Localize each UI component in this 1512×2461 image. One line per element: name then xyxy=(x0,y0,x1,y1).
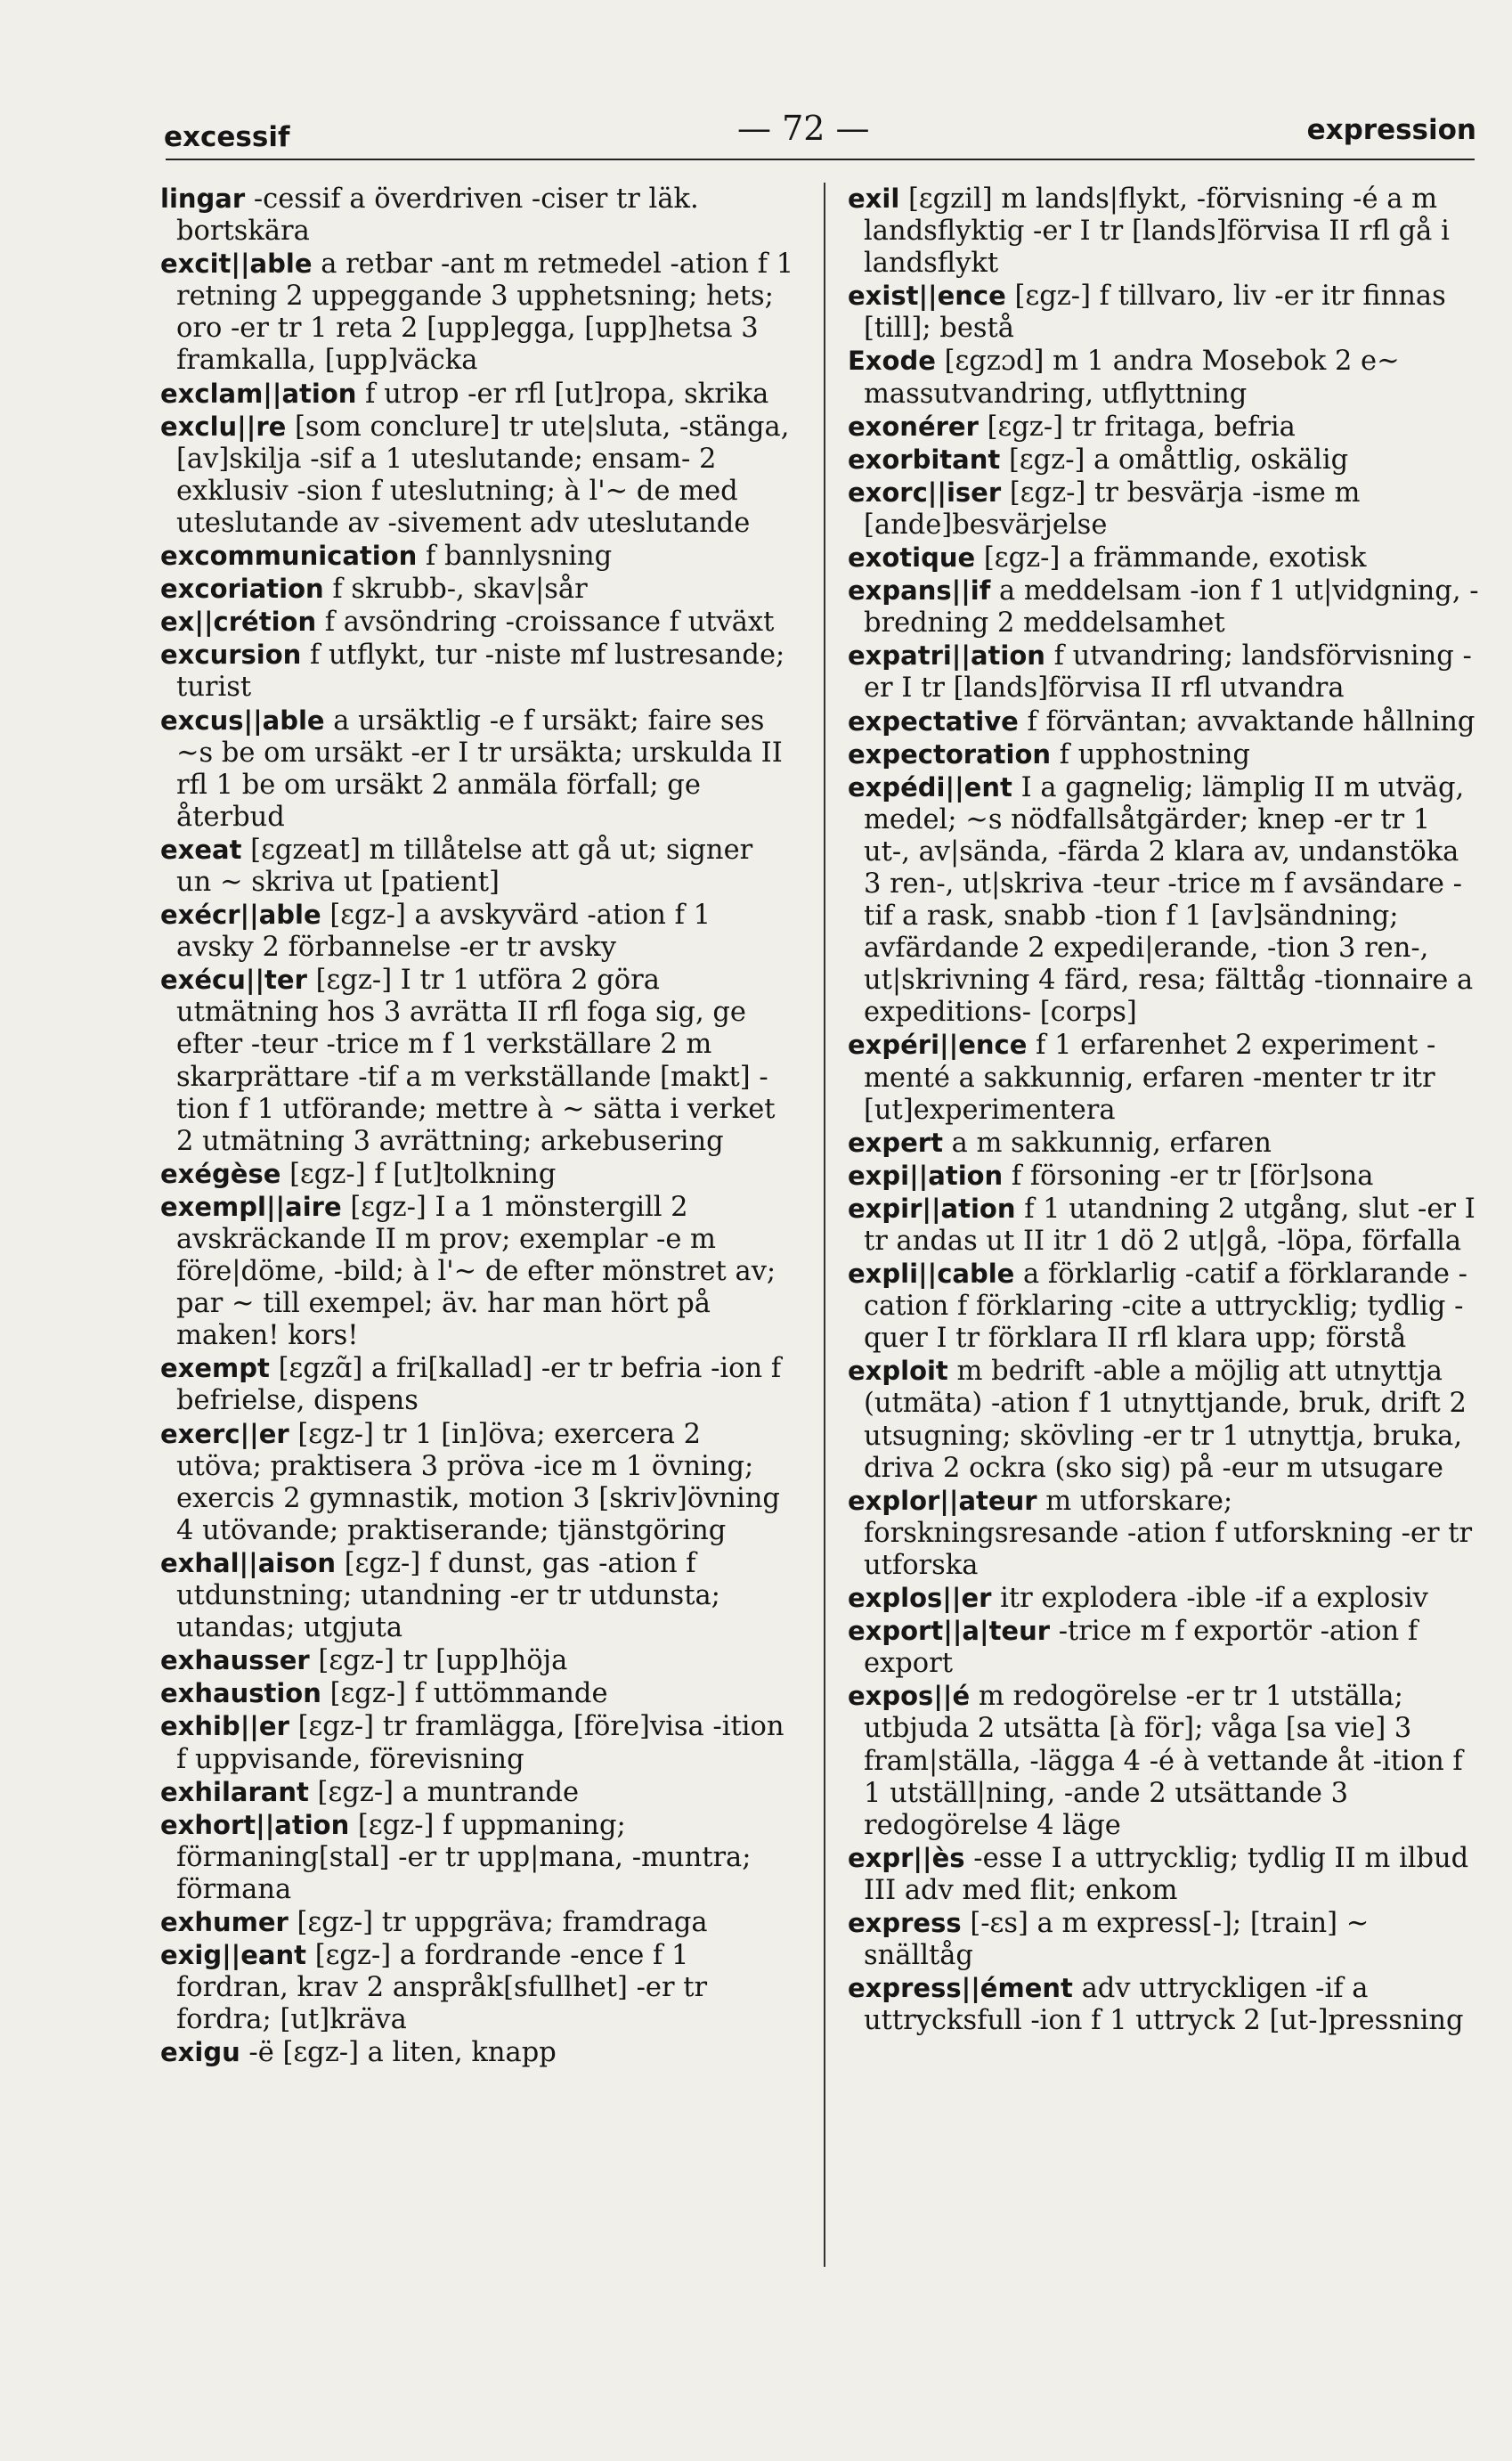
dictionary-entry: exhal||aison [ɛgz-] f dunst, gas -ation f utdunstning; utandning -er tr utdunsta; utandas; utgjuta xyxy=(160,1547,720,1644)
dictionary-entry: expr||ès -esse I a uttrycklig; tydlig II m ilbud III adv med flit; enkom xyxy=(848,1842,1469,1906)
dictionary-entry: exclu||re [som conclure] tr ute|sluta, -stänga, [av]skilja -sif a 1 uteslutande; ensam- 2 exklusiv -sion f uteslutning; à l'~ de med uteslutande av -sivement adv uteslutande xyxy=(160,411,790,539)
dictionary-entry: exempl||aire [ɛgz-] I a 1 mönstergill 2 avskräckande II m prov; exemplar -e m före|döme, -bild; à l'~ de efter mönstret av; par ~ till exempel; äv. har man hört på maken! kors! xyxy=(160,1191,776,1352)
dictionary-entry: exotique [ɛgz-] a främmande, exotisk xyxy=(848,542,1367,575)
dictionary-entry: exhib||er [ɛgz-] tr framlägga, [före]visa -ition f uppvisande, förevisning xyxy=(160,1711,784,1775)
header-rule xyxy=(166,159,1475,160)
dictionary-entry: excit||able a retbar -ant m retmedel -ation f 1 retning 2 uppeggande 3 upphetsning; hets; oro -er tr 1 reta 2 [upp]egga, [upp]hetsa 3 framkalla, [upp]väcka xyxy=(160,249,794,377)
dictionary-entry: exorbitant [ɛgz-] a omåttlig, oskälig xyxy=(848,444,1349,476)
dictionary-entry: exempt [ɛgzɑ̃] a fri[kallad] -er tr befria -ion f befrielse, dispens xyxy=(160,1353,782,1417)
dictionary-entry: expectoration f upphostning xyxy=(848,738,1250,770)
page-number: — 72 — xyxy=(737,109,870,148)
dictionary-entry: export||a|teur -trice m f exportör -ation f export xyxy=(848,1616,1419,1680)
dictionary-entry: expi||ation f försoning -er tr [för]sona xyxy=(848,1160,1374,1192)
dictionary-entry: exhumer [ɛgz-] tr uppgräva; framdraga xyxy=(160,1906,708,1938)
dictionary-entry: exécr||able [ɛgz-] a avskyvärd -ation f 1 avsky 2 förbannelse -er tr avsky xyxy=(160,900,711,964)
dictionary-entry: exorc||iser [ɛgz-] tr besvärja -isme m [ande]besvärjelse xyxy=(848,477,1361,541)
dictionary-entry: exonérer [ɛgz-] tr fritaga, befria xyxy=(848,411,1296,443)
dictionary-entry: expédi||ent I a gagnelig; lämplig II m utväg, medel; ~s nödfallsåtgärder; knep -er tr 1 ut-, av|sända, -färda 2 klara av, undanstöka 3 ren-, ut|skriva -teur -trice m f avsändare -tif a rask, snabb -tion f 1 [av]sändning; avfärdande 2 expedi|erande, -tion 3 ren-, ut|skrivning 4 färd, resa; fälttåg -tionnaire a expeditions- [corps] xyxy=(848,771,1474,1029)
dictionary-entry: excommunication f bannlysning xyxy=(160,541,613,573)
dictionary-entry: exig||eant [ɛgz-] a fordrande -ence f 1 fordran, krav 2 anspråk[sfullhet] -er tr fordra; [ut]kräva xyxy=(160,1940,708,2036)
dictionary-entry: expos||é m redogörelse -er tr 1 utställa; utbjuda 2 utsätta [à för]; våga [sa vie] 3 fram|ställa, -lägga 4 -é à vettande åt -ition f 1 utställ|ning, -ande 2 utsättande 3 redogörelse 4 läge xyxy=(848,1681,1463,1841)
dictionary-entry: expans||if a meddelsam -ion f 1 ut|vidgning, -bredning 2 meddelsamhet xyxy=(848,575,1479,640)
dictionary-entry: exclam||ation f utrop -er rfl [ut]ropa, skrika xyxy=(160,378,769,410)
header-last-word: expression xyxy=(1306,114,1476,146)
dictionary-entry: expert a m sakkunnig, erfaren xyxy=(848,1127,1272,1159)
dictionary-entry: exeat [ɛgzeat] m tillåtelse att gå ut; signer un ~ skriva ut [patient] xyxy=(160,834,753,898)
running-head xyxy=(159,109,1476,153)
dictionary-entry: exist||ence [ɛgz-] f tillvaro, liv -er itr finnas [till]; bestå xyxy=(848,281,1446,345)
dictionary-entry: Exode [ɛgzɔd] m 1 andra Mosebok 2 e~ massutvandring, utflyttning xyxy=(848,346,1400,410)
dictionary-entry: exhausser [ɛgz-] tr [upp]höja xyxy=(160,1645,568,1677)
dictionary-entry: exhilarant [ɛgz-] a muntrande xyxy=(160,1776,580,1808)
dictionary-entry: expatri||ation f utvandring; landsförvisning -er I tr [lands]förvisa II rfl utvandra xyxy=(848,640,1472,705)
dictionary-entry: express||ément adv uttryckligen -if a uttrycksfull -ion f 1 uttryck 2 [ut-]pressning xyxy=(848,1973,1464,2037)
dictionary-entry: excoriation f skrubb-, skav|sår xyxy=(160,574,588,606)
dictionary-entry: expir||ation f 1 utandning 2 utgång, slut -er I tr andas ut II itr 1 dö 2 ut|gå, -löpa, förfalla xyxy=(848,1193,1475,1257)
dictionary-entry: excus||able a ursäktlig -e f ursäkt; faire ses ~s be om ursäkt -er I tr ursäkta; urskulda II rfl 1 be om ursäkt 2 anmäla förfall; ge återbud xyxy=(160,705,783,833)
dictionary-entry: exil [ɛgzil] m lands|flykt, -förvisning -é a m landsflyktig -er I tr [lands]förvisa II rfl gå i landsflykt xyxy=(848,183,1450,280)
dictionary-entry: expectative f förväntan; avvaktande hållning xyxy=(848,705,1475,737)
dictionary-entry: exerc||er [ɛgz-] tr 1 [in]öva; exercera 2 utöva; praktisera 3 pröva -ice m 1 övning; exercis 2 gymnastik, motion 3 [skriv]övning 4 utövande; praktiserande; tjänstgöring xyxy=(160,1418,780,1546)
dictionary-entry: excursion f utflykt, tur -niste mf lustresande; turist xyxy=(160,640,785,704)
dictionary-entry: exécu||ter [ɛgz-] I tr 1 utföra 2 göra utmätning hos 3 avrätta II rfl foga sig, ge efter -teur -trice m f 1 verkställare 2 m skarprättare -tif a m verkställande [makt] -tion f 1 utförande; mettre à ~ sätta i verket 2 utmätning 3 avrättning; arkebusering xyxy=(160,965,776,1157)
dictionary-entry: exigu -ë [ɛgz-] a liten, knapp xyxy=(160,2037,557,2069)
header-first-word: excessif xyxy=(164,121,290,153)
dictionary-entry: ex||crétion f avsöndring -croissance f utväxt xyxy=(160,607,775,639)
dictionary-entry: express [-ɛs] a m express[-]; [train] ~ snälltåg xyxy=(848,1907,1370,1972)
right-column xyxy=(848,183,1482,2037)
dictionary-entry: exégèse [ɛgz-] f [ut]tolkning xyxy=(160,1158,557,1190)
dictionary-entry: lingar -cessif a överdriven -ciser tr läk. bortskära xyxy=(160,183,699,248)
dictionary-entry: exploit m bedrift -able a möjlig att utnyttja (utmäta) -ation f 1 utnyttjande, bruk, drift 2 utsugning; skövling -er tr 1 utnyttja, bruka, driva 2 ockra (sko sig) på -eur m utsugare xyxy=(848,1356,1467,1484)
dictionary-entry: exhaustion [ɛgz-] f uttömmande xyxy=(160,1678,608,1710)
column-divider xyxy=(824,183,825,2267)
dictionary-entry: expéri||ence f 1 erfarenhet 2 experiment -menté a sakkunnig, erfaren -menter tr itr [ut]experimentera xyxy=(848,1030,1436,1126)
left-column xyxy=(160,183,794,2069)
dictionary-entry: explos||er itr explodera -ible -if a explosiv xyxy=(848,1583,1428,1615)
dictionary-entry: explor||ateur m utforskare; forskningsresande -ation f utforskning -er tr utforska xyxy=(848,1485,1473,1581)
dictionary-entry: exhort||ation [ɛgz-] f uppmaning; förmaning[stal] -er tr upp|mana, -muntra; förmana xyxy=(160,1809,752,1905)
dictionary-entry: expli||cable a förklarlig -catif a förklarande -cation f förklaring -cite a uttrycklig; tydlig -quer I tr förklara II rfl klara upp; förstå xyxy=(848,1259,1467,1355)
